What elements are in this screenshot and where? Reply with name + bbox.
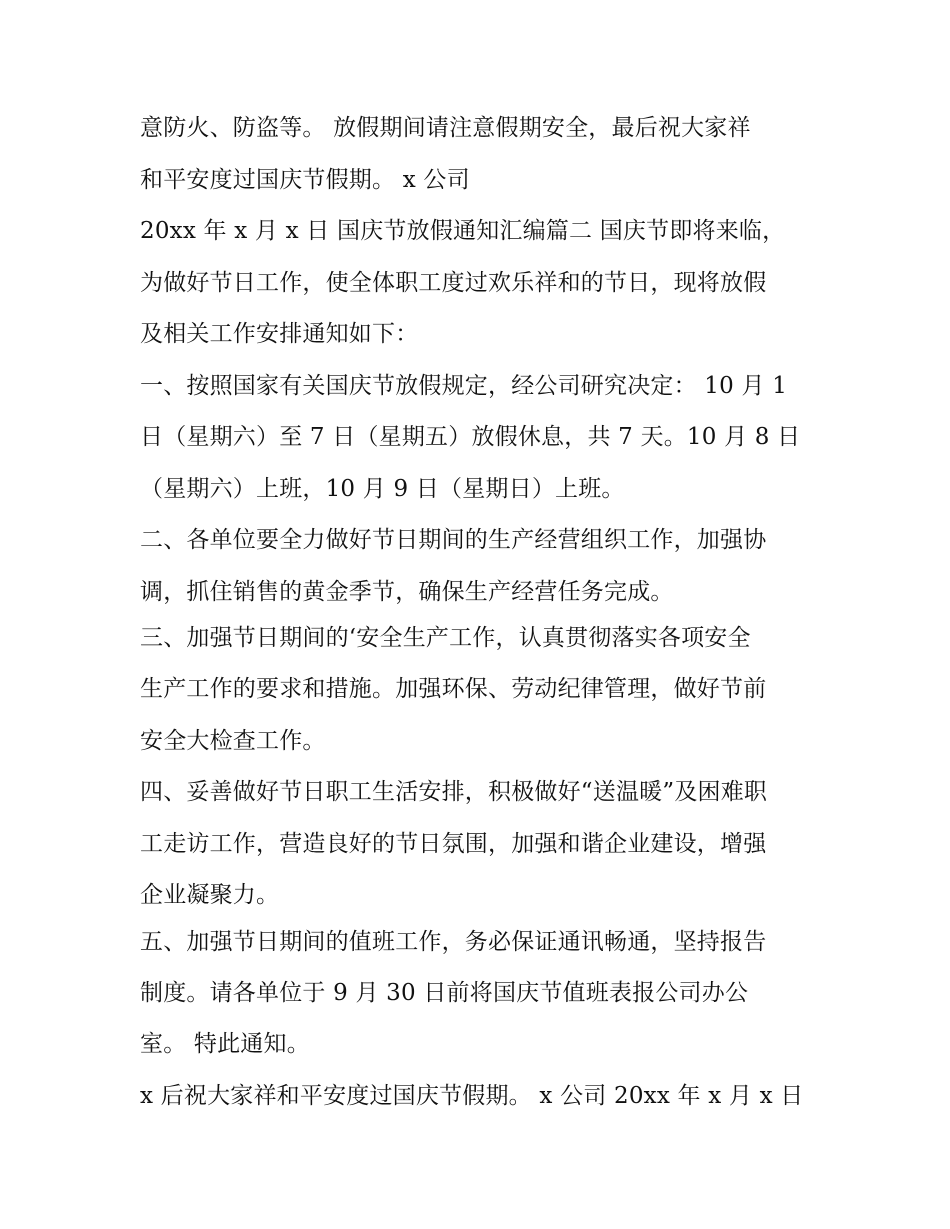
text-line-9: 二、各单位要全力做好节日期间的生产经营组织工作，加强协	[140, 527, 767, 553]
text-line-3: 20xx 年 x 月 x 日 国庆节放假通知汇编篇二 国庆节即将来临，	[140, 218, 786, 244]
text-line-19: 室。 特此通知。	[140, 1031, 310, 1057]
text-line-11: 三、加强节日期间的‘安全生产工作，认真贯彻落实各项安全	[140, 625, 751, 651]
text-line-12: 生产工作的要求和措施。加强环保、劳动纪律管理，做好节前	[140, 676, 767, 702]
text-line-16: 企业凝聚力。	[140, 882, 280, 908]
text-line-14: 四、妥善做好节日职工生活安排，积极做好“送温暖”及困难职	[140, 779, 768, 805]
text-line-4: 为做好节日工作，使全体职工度过欢乐祥和的节日，现将放假	[140, 270, 767, 296]
text-line-2: 和平安度过国庆节假期。 x 公司	[140, 167, 470, 193]
text-line-7: 日（星期六）至 7 日（星期五）放假休息，共 7 天。10 月 8 日	[140, 424, 801, 450]
text-line-1: 意防火、防盗等。 放假期间请注意假期安全，最后祝大家祥	[140, 115, 751, 141]
text-line-10: 调，抓住销售的黄金季节，确保生产经营任务完成。	[140, 579, 674, 605]
text-line-6: 一、按照国家有关国庆节放假规定，经公司研究决定： 10 月 1	[140, 373, 788, 399]
text-line-13: 安全大检查工作。	[140, 728, 326, 754]
text-line-18: 制度。请各单位于 9 月 30 日前将国庆节值班表报公司办公	[140, 980, 749, 1006]
text-line-17: 五、加强节日期间的值班工作，务必保证通讯畅通，坚持报告	[140, 929, 767, 955]
text-line-5: 及相关工作安排通知如下：	[140, 321, 419, 347]
text-line-15: 工走访工作，营造良好的节日氛围，加强和谐企业建设，增强	[140, 831, 767, 857]
text-line-20: x 后祝大家祥和平安度过国庆节假期。 x 公司 20xx 年 x 月 x 日	[140, 1083, 804, 1109]
text-line-8: （星期六）上班，10 月 9 日（星期日）上班。	[140, 476, 625, 502]
